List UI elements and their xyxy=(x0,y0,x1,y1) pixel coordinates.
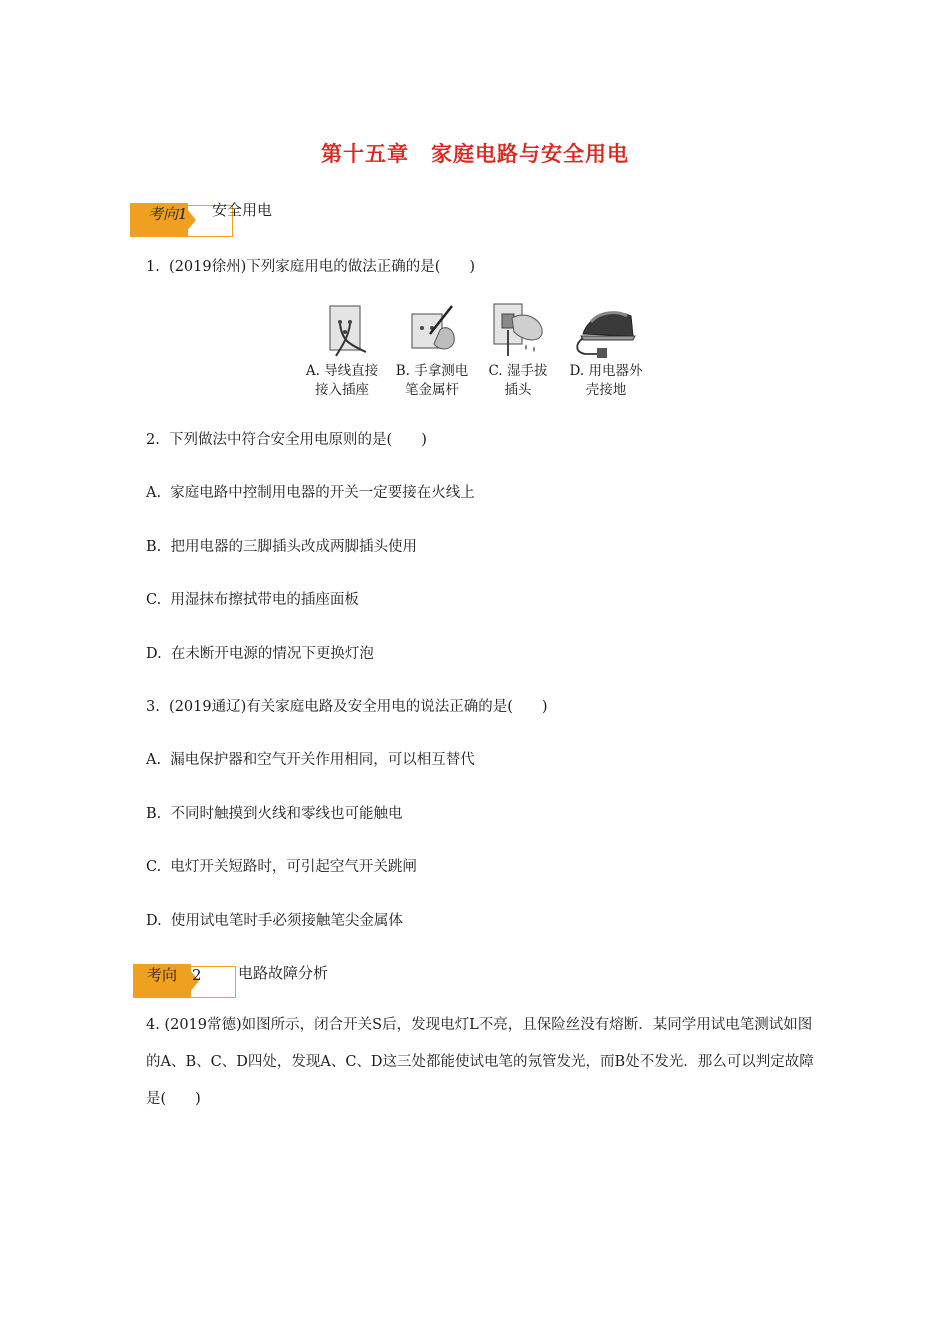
option-caption: 插头 xyxy=(504,382,532,398)
answer-option: C. 用湿抹布擦拭带电的插座面板 xyxy=(146,592,359,608)
answer-option: D. 使用试电笔时手必须接触笔尖金属体 xyxy=(146,913,403,929)
answer-option: A. 家庭电路中控制用电器的开关一定要接在火线上 xyxy=(146,485,475,501)
option-caption: 笔金属杆 xyxy=(405,382,459,398)
question-stem: 1. (2019徐州)下列家庭用电的做法正确的是( ) xyxy=(146,259,476,275)
wet-hand-plug-icon xyxy=(486,300,546,360)
chapter-title: 第十五章 家庭电路与安全用电 xyxy=(321,142,629,166)
question-stem: 3. (2019通辽)有关家庭电路及安全用电的说法正确的是( ) xyxy=(146,699,548,715)
answer-option: D. 在未断开电源的情况下更换灯泡 xyxy=(146,646,374,662)
iron-icon xyxy=(569,300,639,360)
option-caption: 壳接地 xyxy=(585,382,627,398)
option-caption: B. 手拿测电 xyxy=(395,363,469,379)
option-caption: A. 导线直接 xyxy=(305,363,379,379)
option-caption: C. 湿手拔 xyxy=(488,363,548,379)
section-tag-2 xyxy=(133,964,237,998)
answer-option: C. 电灯开关短路时，可引起空气开关跳闸 xyxy=(146,859,417,875)
tester-pen-icon xyxy=(400,300,460,360)
q1-figures xyxy=(300,300,660,400)
question-stem: 2. 下列做法中符合安全用电原则的是( ) xyxy=(146,432,427,448)
option-caption: D. 用电器外 xyxy=(569,363,643,379)
answer-option: B. 不同时触摸到火线和零线也可能触电 xyxy=(146,806,403,822)
option-caption: 接入插座 xyxy=(315,382,369,398)
section-title: 安全用电 xyxy=(212,201,273,219)
answer-option: B. 把用电器的三脚插头改成两脚插头使用 xyxy=(146,539,417,555)
question-text: 4. (2019常德)如图所示，闭合开关S后，发现电灯L不亮，且保险丝没有熔断．某同学用试电笔测试如图的A、B、C、D四处，发现A、C、D这三处都能使试电笔的氖管发光，而B处不发光．那么可以判定故障是( ) xyxy=(146,1017,814,1107)
plug-wires-icon xyxy=(312,300,372,360)
answer-option: A. 漏电保护器和空气开关作用相同，可以相互替代 xyxy=(146,752,475,768)
section-title: 电路故障分析 xyxy=(238,964,329,982)
section-tag-label: 考向 2 xyxy=(147,966,202,984)
section-tag-label: 考向1 xyxy=(148,205,188,223)
